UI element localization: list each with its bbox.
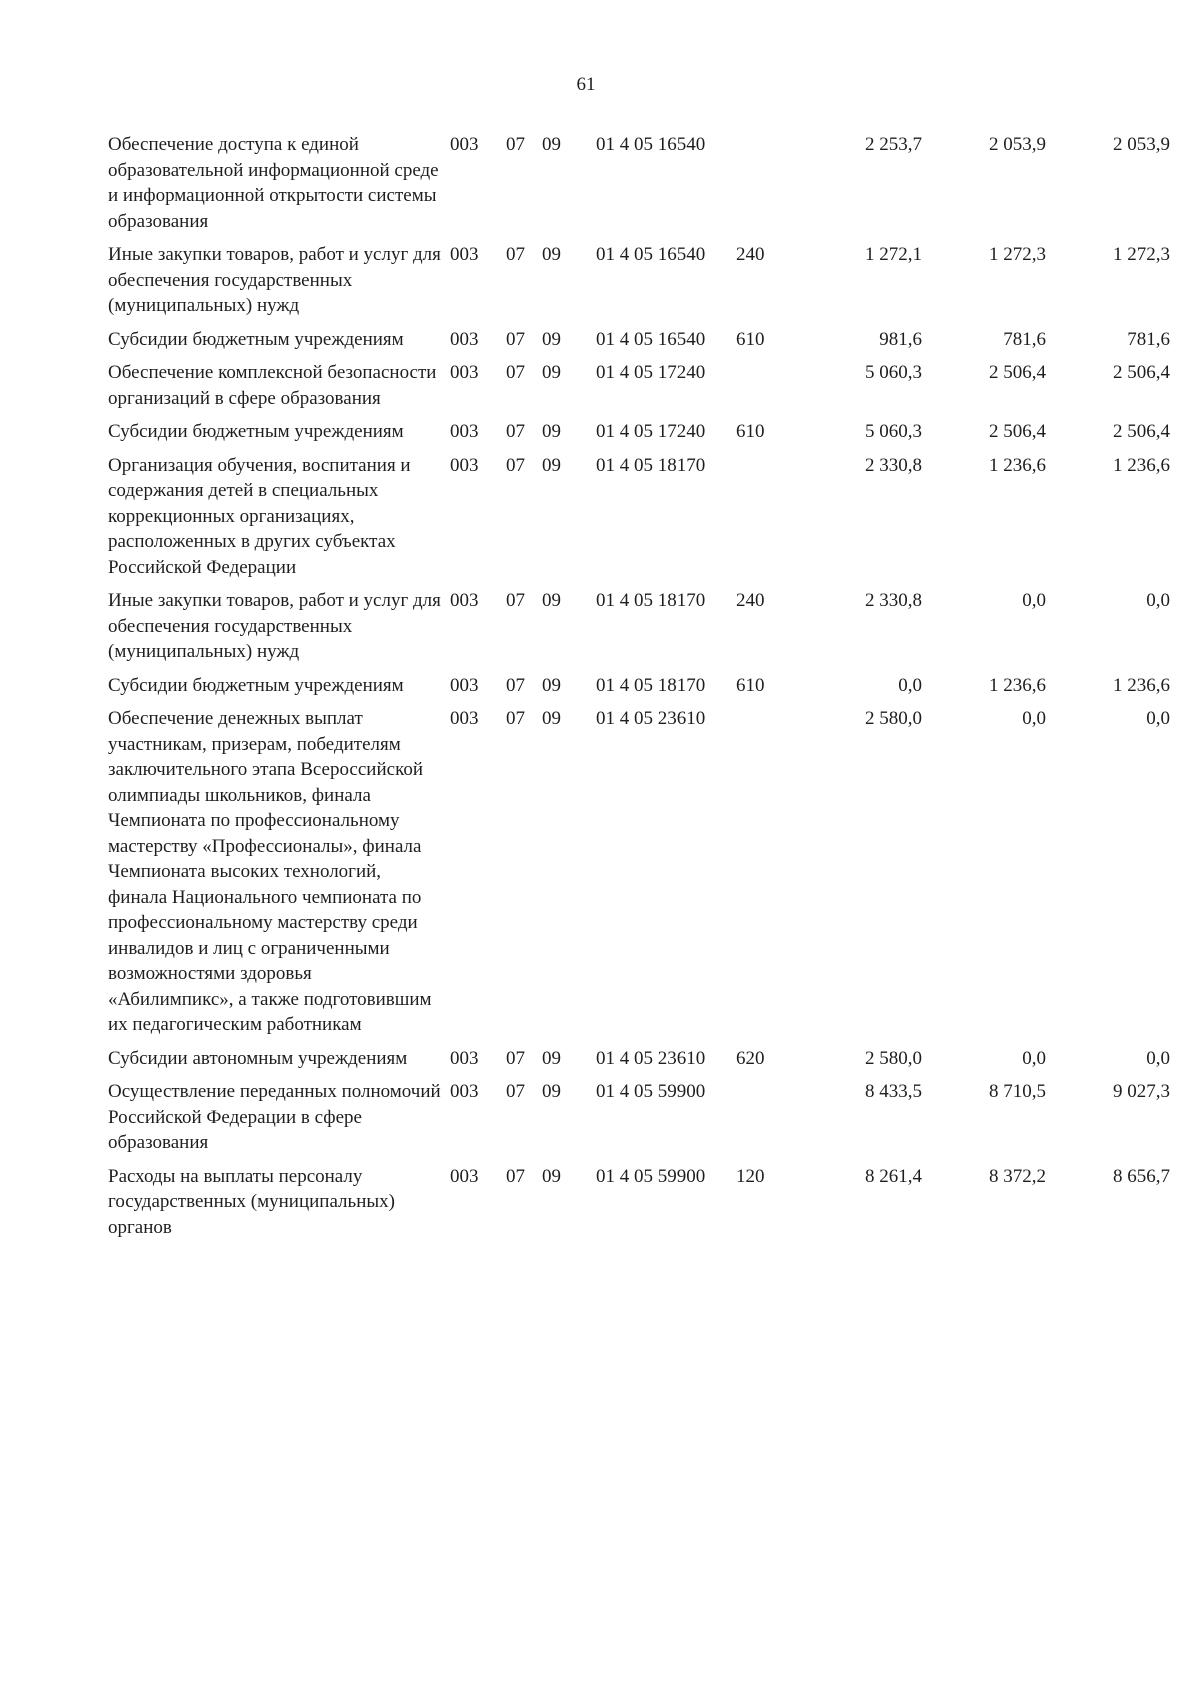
amount-year-3: 0,0 xyxy=(1146,590,1170,611)
section-code: 07 xyxy=(506,590,525,611)
row-name: Иные закупки товаров, работ и услуг для обеспечения государственных (муниципальных) нужд xyxy=(108,590,441,662)
table-row xyxy=(108,588,1170,673)
section-code: 07 xyxy=(506,454,525,476)
table-row xyxy=(108,419,1170,453)
page-number: 61 xyxy=(576,74,596,95)
row-name: Субсидии бюджетным учреждениям xyxy=(108,674,404,696)
subsection-code: 09 xyxy=(542,1047,561,1069)
amount-year-3: 2 506,4 xyxy=(1113,421,1170,442)
subsection-code: 09 xyxy=(542,590,561,611)
amount-year-2: 1 272,3 xyxy=(989,244,1046,265)
row-name: Иные закупки товаров, работ и услуг для обеспечения государственных (муниципальных) нужд xyxy=(108,244,441,316)
expense-type-code xyxy=(730,360,798,419)
table-row xyxy=(108,132,1170,242)
amount-year-1: 1 272,1 xyxy=(865,244,922,265)
amount-year-2: 1 236,6 xyxy=(989,674,1046,696)
section-code: 07 xyxy=(506,362,525,383)
row-name: Расходы на выплаты персоналу государственных (муниципальных) органов xyxy=(108,1165,395,1238)
target-article-code: 01 4 05 18170 xyxy=(596,454,706,476)
ministry-code: 003 xyxy=(450,454,479,476)
amount-year-2: 2 506,4 xyxy=(989,421,1046,442)
row-name: Обеспечение комплексной безопасности организаций в сфере образования xyxy=(108,362,437,409)
ministry-code: 003 xyxy=(450,1165,479,1187)
table-row xyxy=(108,453,1170,589)
amount-year-1: 2 580,0 xyxy=(865,708,922,729)
ministry-code: 003 xyxy=(450,328,479,350)
ministry-code: 003 xyxy=(450,244,479,265)
section-code: 07 xyxy=(506,708,525,729)
target-article-code: 01 4 05 23610 xyxy=(596,1047,706,1069)
expense-type-code: 120 xyxy=(736,1165,765,1187)
section-code: 07 xyxy=(506,244,525,265)
amount-year-2: 781,6 xyxy=(1003,328,1046,350)
ministry-code: 003 xyxy=(450,708,479,729)
subsection-code: 09 xyxy=(542,674,561,696)
amount-year-2: 1 236,6 xyxy=(989,454,1046,476)
amount-year-3: 1 236,6 xyxy=(1113,674,1170,696)
amount-year-3: 0,0 xyxy=(1146,1047,1170,1069)
row-name: Организация обучения, воспитания и содержания детей в специальных коррекционных организациях, расположенных в других субъектах Российской Федерации xyxy=(108,454,411,578)
amount-year-1: 2 330,8 xyxy=(865,590,922,611)
ministry-code: 003 xyxy=(450,674,479,696)
expense-type-code: 240 xyxy=(736,590,765,611)
row-name: Субсидии бюджетным учреждениям xyxy=(108,328,404,350)
target-article-code: 01 4 05 17240 xyxy=(596,421,706,442)
amount-year-3: 9 027,3 xyxy=(1113,1081,1170,1102)
amount-year-1: 2 253,7 xyxy=(865,134,922,155)
target-article-code: 01 4 05 17240 xyxy=(596,362,706,383)
section-code: 07 xyxy=(506,1047,525,1069)
target-article-code: 01 4 05 59900 xyxy=(596,1165,706,1187)
amount-year-3: 2 053,9 xyxy=(1113,134,1170,155)
row-name: Обеспечение денежных выплат участникам, призерам, победителям заключительного этапа Всероссийской олимпиады школьников, финала Чемпионата по профессиональному мастерству «Профессионалы», финала Чемпионата высоких технологий, финала Национального чемпионата по профессиональному мастерству среди инвалидов и лиц с ограниченными возможностями здоровья «Абилимпикс», а также подготовившим их педагогическим работникам xyxy=(108,708,432,1035)
subsection-code: 09 xyxy=(542,328,561,350)
amount-year-2: 8 710,5 xyxy=(989,1081,1046,1102)
amount-year-2: 0,0 xyxy=(1022,1047,1046,1069)
subsection-code: 09 xyxy=(542,362,561,383)
table-row xyxy=(108,1079,1170,1164)
amount-year-3: 2 506,4 xyxy=(1113,362,1170,383)
subsection-code: 09 xyxy=(542,244,561,265)
amount-year-1: 8 433,5 xyxy=(865,1081,922,1102)
section-code: 07 xyxy=(506,1165,525,1187)
expense-type-code xyxy=(730,1079,798,1164)
ministry-code: 003 xyxy=(450,1081,479,1102)
row-name: Обеспечение доступа к единой образовательной информационной среде и информационной открытости системы образования xyxy=(108,134,439,232)
amount-year-1: 2 330,8 xyxy=(865,454,922,476)
subsection-code: 09 xyxy=(542,708,561,729)
expense-type-code: 240 xyxy=(736,244,765,265)
target-article-code: 01 4 05 18170 xyxy=(596,674,706,696)
section-code: 07 xyxy=(506,421,525,442)
table-row xyxy=(108,242,1170,327)
table-body xyxy=(108,132,1170,1248)
amount-year-1: 981,6 xyxy=(879,328,922,350)
subsection-code: 09 xyxy=(542,421,561,442)
ministry-code: 003 xyxy=(450,590,479,611)
amount-year-2: 2 506,4 xyxy=(989,362,1046,383)
expense-type-code xyxy=(730,132,798,242)
amount-year-2: 2 053,9 xyxy=(989,134,1046,155)
expense-type-code xyxy=(730,706,798,1046)
target-article-code: 01 4 05 16540 xyxy=(596,134,706,155)
table-row xyxy=(108,673,1170,707)
target-article-code: 01 4 05 23610 xyxy=(596,708,706,729)
table-row xyxy=(108,327,1170,361)
section-code: 07 xyxy=(506,1081,525,1102)
expense-type-code: 610 xyxy=(736,674,765,696)
amount-year-1: 8 261,4 xyxy=(865,1165,922,1187)
expense-type-code: 610 xyxy=(736,421,765,442)
row-name: Субсидии бюджетным учреждениям xyxy=(108,421,404,442)
target-article-code: 01 4 05 59900 xyxy=(596,1081,706,1102)
amount-year-3: 8 656,7 xyxy=(1113,1165,1170,1187)
subsection-code: 09 xyxy=(542,134,561,155)
table-row xyxy=(108,360,1170,419)
section-code: 07 xyxy=(506,134,525,155)
expense-type-code xyxy=(730,453,798,589)
subsection-code: 09 xyxy=(542,1081,561,1102)
amount-year-2: 8 372,2 xyxy=(989,1165,1046,1187)
table-row xyxy=(108,706,1170,1046)
target-article-code: 01 4 05 16540 xyxy=(596,328,706,350)
amount-year-1: 2 580,0 xyxy=(865,1047,922,1069)
table-row xyxy=(108,1046,1170,1080)
amount-year-3: 781,6 xyxy=(1127,328,1170,350)
amount-year-2: 0,0 xyxy=(1022,708,1046,729)
row-name: Субсидии автономным учреждениям xyxy=(108,1047,408,1069)
ministry-code: 003 xyxy=(450,134,479,155)
amount-year-1: 5 060,3 xyxy=(865,362,922,383)
amount-year-3: 1 236,6 xyxy=(1113,454,1170,476)
ministry-code: 003 xyxy=(450,421,479,442)
expense-type-code: 610 xyxy=(736,328,765,350)
amount-year-3: 0,0 xyxy=(1146,708,1170,729)
amount-year-1: 0,0 xyxy=(898,674,922,696)
budget-table xyxy=(108,132,1170,1248)
ministry-code: 003 xyxy=(450,1047,479,1069)
subsection-code: 09 xyxy=(542,1165,561,1187)
ministry-code: 003 xyxy=(450,362,479,383)
row-name: Осуществление переданных полномочий Российской Федерации в сфере образования xyxy=(108,1081,441,1153)
amount-year-1: 5 060,3 xyxy=(865,421,922,442)
subsection-code: 09 xyxy=(542,454,561,476)
amount-year-3: 1 272,3 xyxy=(1113,244,1170,265)
target-article-code: 01 4 05 16540 xyxy=(596,244,706,265)
section-code: 07 xyxy=(506,328,525,350)
section-code: 07 xyxy=(506,674,525,696)
table-row xyxy=(108,1164,1170,1249)
expense-type-code: 620 xyxy=(736,1047,765,1069)
target-article-code: 01 4 05 18170 xyxy=(596,590,706,611)
amount-year-2: 0,0 xyxy=(1022,590,1046,611)
